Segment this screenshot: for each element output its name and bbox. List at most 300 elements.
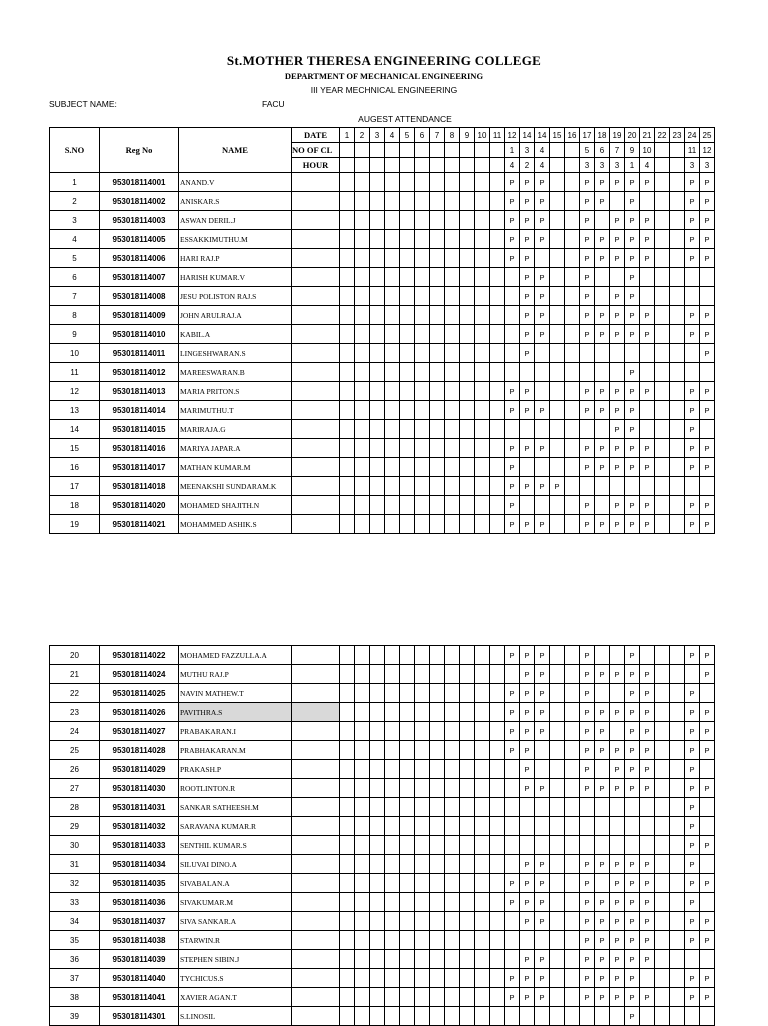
attendance-cell [475,173,490,192]
attendance-cell: P [535,192,550,211]
attendance-cell [445,988,460,1007]
attendance-cell [385,969,400,988]
attendance-cell [490,912,505,931]
blank-cell [292,722,340,741]
student-name: LINGESHWARAN.S [179,344,292,363]
date-cell: 14 [520,128,535,143]
attendance-cell: P [610,287,625,306]
attendance-cell: P [685,836,700,855]
attendance-cell [595,211,610,230]
attendance-cell [490,325,505,344]
attendance-cell: P [610,741,625,760]
date-cell: 11 [490,128,505,143]
attendance-cell [415,382,430,401]
attendance-cell [670,893,685,912]
attendance-cell: P [610,874,625,893]
student-name: PRABHAKARAN.M [179,741,292,760]
attendance-cell [505,363,520,382]
attendance-cell [385,931,400,950]
attendance-cell [550,855,565,874]
attendance-cell [550,950,565,969]
attendance-cell [385,646,400,665]
attendance-cell: P [535,325,550,344]
attendance-cell: P [505,515,520,534]
attendance-cell [340,646,355,665]
attendance-cell [385,950,400,969]
date-cell: 10 [475,128,490,143]
attendance-cell [505,344,520,363]
attendance-cell [355,211,370,230]
blank-cell [292,950,340,969]
register-number: 953018114029 [100,760,179,779]
attendance-cell [670,798,685,817]
serial-number: 9 [50,325,100,344]
student-row [50,382,715,401]
attendance-cell [565,192,580,211]
attendance-cell [640,1007,655,1026]
hour-cell [655,158,670,173]
attendance-cell [700,420,715,439]
attendance-cell [670,836,685,855]
attendance-cell: P [580,230,595,249]
attendance-cell [670,249,685,268]
attendance-cell [415,306,430,325]
attendance-cell [340,249,355,268]
attendance-cell [340,439,355,458]
attendance-cell [385,458,400,477]
header-row-date [50,128,715,143]
blank-cell [292,515,340,534]
register-number: 953018114015 [100,420,179,439]
attendance-cell: P [700,515,715,534]
attendance-cell [475,344,490,363]
attendance-cell [385,344,400,363]
attendance-cell [445,684,460,703]
attendance-cell [415,931,430,950]
hour-cell [430,158,445,173]
student-row [50,760,715,779]
attendance-cell [670,703,685,722]
attendance-cell [355,1007,370,1026]
blank-cell [292,325,340,344]
attendance-cell [415,287,430,306]
attendance-cell [655,287,670,306]
attendance-cell: P [580,515,595,534]
attendance-cell [340,211,355,230]
attendance-cell [550,382,565,401]
student-name: PRABAKARAN.I [179,722,292,741]
attendance-cell [475,684,490,703]
student-row [50,950,715,969]
attendance-cell [370,325,385,344]
attendance-cell [445,477,460,496]
attendance-cell [340,912,355,931]
attendance-cell [490,855,505,874]
attendance-cell: P [505,874,520,893]
attendance-cell: P [520,287,535,306]
attendance-cell: P [595,969,610,988]
attendance-cell [670,950,685,969]
attendance-cell: P [520,912,535,931]
attendance-cell: P [505,192,520,211]
attendance-cell: P [580,173,595,192]
attendance-cell: P [520,211,535,230]
attendance-cell [400,760,415,779]
blank-cell [292,344,340,363]
attendance-cell [520,363,535,382]
attendance-cell [415,874,430,893]
date-cell: 24 [685,128,700,143]
attendance-cell [385,515,400,534]
attendance-cell [445,703,460,722]
attendance-cell [700,287,715,306]
hour-cell [445,158,460,173]
date-cell: 8 [445,128,460,143]
serial-number: 8 [50,306,100,325]
blank-cell [292,420,340,439]
attendance-cell: P [700,230,715,249]
attendance-cell [475,760,490,779]
attendance-cell [445,230,460,249]
register-number: 953018114031 [100,798,179,817]
register-number: 953018114021 [100,515,179,534]
attendance-cell [400,722,415,741]
student-name: ESSAKKIMUTHU.M [179,230,292,249]
attendance-cell [385,1007,400,1026]
attendance-cell [460,496,475,515]
attendance-cell: P [580,684,595,703]
serial-number: 38 [50,988,100,1007]
attendance-cell [550,836,565,855]
attendance-cell: P [595,173,610,192]
attendance-cell [400,893,415,912]
attendance-cell [625,836,640,855]
attendance-cell [580,836,595,855]
attendance-cell [445,306,460,325]
register-number: 953018114039 [100,950,179,969]
student-name: JOHN ARULRAJ.A [179,306,292,325]
attendance-cell: P [580,722,595,741]
serial-number: 23 [50,703,100,722]
hour-cell [550,158,565,173]
attendance-cell [655,192,670,211]
attendance-cell: P [685,382,700,401]
attendance-cell [460,401,475,420]
attendance-cell [400,874,415,893]
date-cell: 25 [700,128,715,143]
student-row [50,287,715,306]
attendance-cell [655,306,670,325]
attendance-cell [400,988,415,1007]
attendance-cell [370,893,385,912]
attendance-cell [565,306,580,325]
attendance-cell: P [610,496,625,515]
attendance-cell [430,420,445,439]
attendance-cell [400,439,415,458]
attendance-cell [655,703,670,722]
attendance-cell: P [610,439,625,458]
attendance-cell: P [640,382,655,401]
attendance-cell [445,420,460,439]
attendance-cell [340,969,355,988]
student-row [50,912,715,931]
attendance-cell [490,969,505,988]
attendance-cell [370,988,385,1007]
attendance-cell [610,344,625,363]
attendance-cell [490,287,505,306]
blank-cell [292,173,340,192]
attendance-cell [475,874,490,893]
attendance-cell: P [625,458,640,477]
attendance-cell: P [520,306,535,325]
attendance-cell [400,855,415,874]
attendance-cell [580,420,595,439]
attendance-cell [445,893,460,912]
attendance-cell [445,458,460,477]
attendance-cell [565,173,580,192]
date-cell: 4 [385,128,400,143]
serial-number: 26 [50,760,100,779]
attendance-cell [670,665,685,684]
attendance-cell [445,268,460,287]
attendance-cell [400,363,415,382]
attendance-cell [475,325,490,344]
attendance-cell: P [625,931,640,950]
serial-number: 37 [50,969,100,988]
attendance-cell [610,363,625,382]
register-number: 953018114036 [100,893,179,912]
attendance-cell [340,817,355,836]
attendance-cell: P [700,192,715,211]
student-row [50,779,715,798]
attendance-cell: P [640,779,655,798]
attendance-cell: P [640,893,655,912]
register-number: 953018114008 [100,287,179,306]
attendance-cell: P [520,703,535,722]
serial-number: 29 [50,817,100,836]
attendance-cell [595,817,610,836]
register-number: 953018114040 [100,969,179,988]
attendance-cell [430,496,445,515]
attendance-cell [550,363,565,382]
no-of-classes-cell [445,143,460,158]
attendance-cell: P [580,760,595,779]
attendance-cell [430,268,445,287]
attendance-cell [355,836,370,855]
register-number: 953018114002 [100,192,179,211]
no-of-classes-cell: 12 [700,143,715,158]
attendance-cell [550,779,565,798]
attendance-cell [550,684,565,703]
attendance-cell [670,855,685,874]
attendance-cell: P [640,855,655,874]
attendance-cell [340,855,355,874]
attendance-cell [475,646,490,665]
student-row [50,874,715,893]
attendance-cell [340,268,355,287]
attendance-cell [445,874,460,893]
hour-cell: 4 [505,158,520,173]
attendance-cell [460,874,475,893]
attendance-cell: P [520,722,535,741]
attendance-cell [400,779,415,798]
attendance-cell [685,950,700,969]
attendance-cell: P [625,874,640,893]
attendance-cell: P [595,779,610,798]
attendance-cell [475,817,490,836]
attendance-cell: P [580,646,595,665]
attendance-cell: P [685,741,700,760]
attendance-cell [370,496,385,515]
attendance-cell: P [535,401,550,420]
attendance-cell [370,249,385,268]
attendance-cell [445,344,460,363]
attendance-cell: P [640,458,655,477]
attendance-cell: P [580,306,595,325]
attendance-cell: P [580,969,595,988]
attendance-cell [355,458,370,477]
attendance-cell [670,477,685,496]
attendance-cell [370,287,385,306]
attendance-cell [475,703,490,722]
register-number: 953018114041 [100,988,179,1007]
attendance-cell [670,287,685,306]
attendance-cell: P [520,741,535,760]
student-name: SIVA SANKAR.A [179,912,292,931]
attendance-cell [355,817,370,836]
attendance-cell [355,306,370,325]
attendance-cell [565,287,580,306]
attendance-cell: P [700,325,715,344]
blank-cell [292,401,340,420]
attendance-cell [685,344,700,363]
attendance-cell [340,874,355,893]
attendance-cell [460,950,475,969]
attendance-cell [415,268,430,287]
no-of-classes-cell [370,143,385,158]
attendance-cell [460,988,475,1007]
attendance-cell [460,912,475,931]
attendance-cell [505,760,520,779]
attendance-cell [430,458,445,477]
serial-number: 36 [50,950,100,969]
attendance-cell: P [610,779,625,798]
attendance-cell [490,344,505,363]
attendance-cell [595,496,610,515]
blank-cell [292,230,340,249]
attendance-cell: P [505,382,520,401]
attendance-cell [430,515,445,534]
attendance-cell [460,363,475,382]
attendance-cell [670,1007,685,1026]
attendance-cell [415,420,430,439]
attendance-cell [670,988,685,1007]
attendance-cell [415,230,430,249]
attendance-cell: P [580,779,595,798]
attendance-cell [355,798,370,817]
attendance-cell: P [610,230,625,249]
attendance-cell: P [610,703,625,722]
attendance-cell [385,665,400,684]
attendance-cell [505,931,520,950]
register-number: 953018114301 [100,1007,179,1026]
attendance-cell: P [640,722,655,741]
attendance-cell: P [520,382,535,401]
attendance-cell [340,741,355,760]
attendance-cell: P [610,401,625,420]
attendance-cell [370,268,385,287]
attendance-cell [700,1007,715,1026]
attendance-cell: P [520,192,535,211]
attendance-cell [415,684,430,703]
date-cell: 1 [340,128,355,143]
attendance-cell: P [700,439,715,458]
attendance-cell: P [610,665,625,684]
attendance-cell [490,893,505,912]
attendance-cell [370,401,385,420]
attendance-cell [655,382,670,401]
serial-number: 18 [50,496,100,515]
attendance-cell [550,988,565,1007]
student-row [50,306,715,325]
attendance-cell [400,741,415,760]
student-name: MARIRAJA.G [179,420,292,439]
blank-cell [292,496,340,515]
attendance-cell [670,420,685,439]
attendance-cell [385,741,400,760]
attendance-cell [565,893,580,912]
attendance-cell [550,306,565,325]
attendance-cell: P [610,458,625,477]
attendance-cell: P [505,249,520,268]
attendance-cell: P [505,969,520,988]
serial-number: 22 [50,684,100,703]
attendance-cell [355,741,370,760]
attendance-cell [340,703,355,722]
attendance-cell: P [640,173,655,192]
attendance-cell [400,817,415,836]
blank-cell [292,665,340,684]
attendance-cell [460,779,475,798]
attendance-cell [565,760,580,779]
attendance-cell [355,722,370,741]
attendance-cell [475,950,490,969]
attendance-cell [400,382,415,401]
attendance-cell: P [625,268,640,287]
attendance-cell: P [535,287,550,306]
attendance-cell [445,287,460,306]
attendance-cell: P [520,779,535,798]
attendance-cell [565,382,580,401]
attendance-cell: P [595,401,610,420]
attendance-cell [670,817,685,836]
attendance-cell [475,515,490,534]
reg-no-header: Reg No [100,128,179,173]
hour-cell [370,158,385,173]
attendance-cell: P [595,325,610,344]
attendance-cell: P [700,306,715,325]
attendance-cell [520,817,535,836]
attendance-cell [445,515,460,534]
attendance-cell [640,344,655,363]
no-of-classes-cell: 1 [505,143,520,158]
attendance-cell [640,268,655,287]
attendance-cell [340,382,355,401]
attendance-cell [355,703,370,722]
attendance-cell [445,931,460,950]
attendance-cell [565,684,580,703]
attendance-cell [670,931,685,950]
